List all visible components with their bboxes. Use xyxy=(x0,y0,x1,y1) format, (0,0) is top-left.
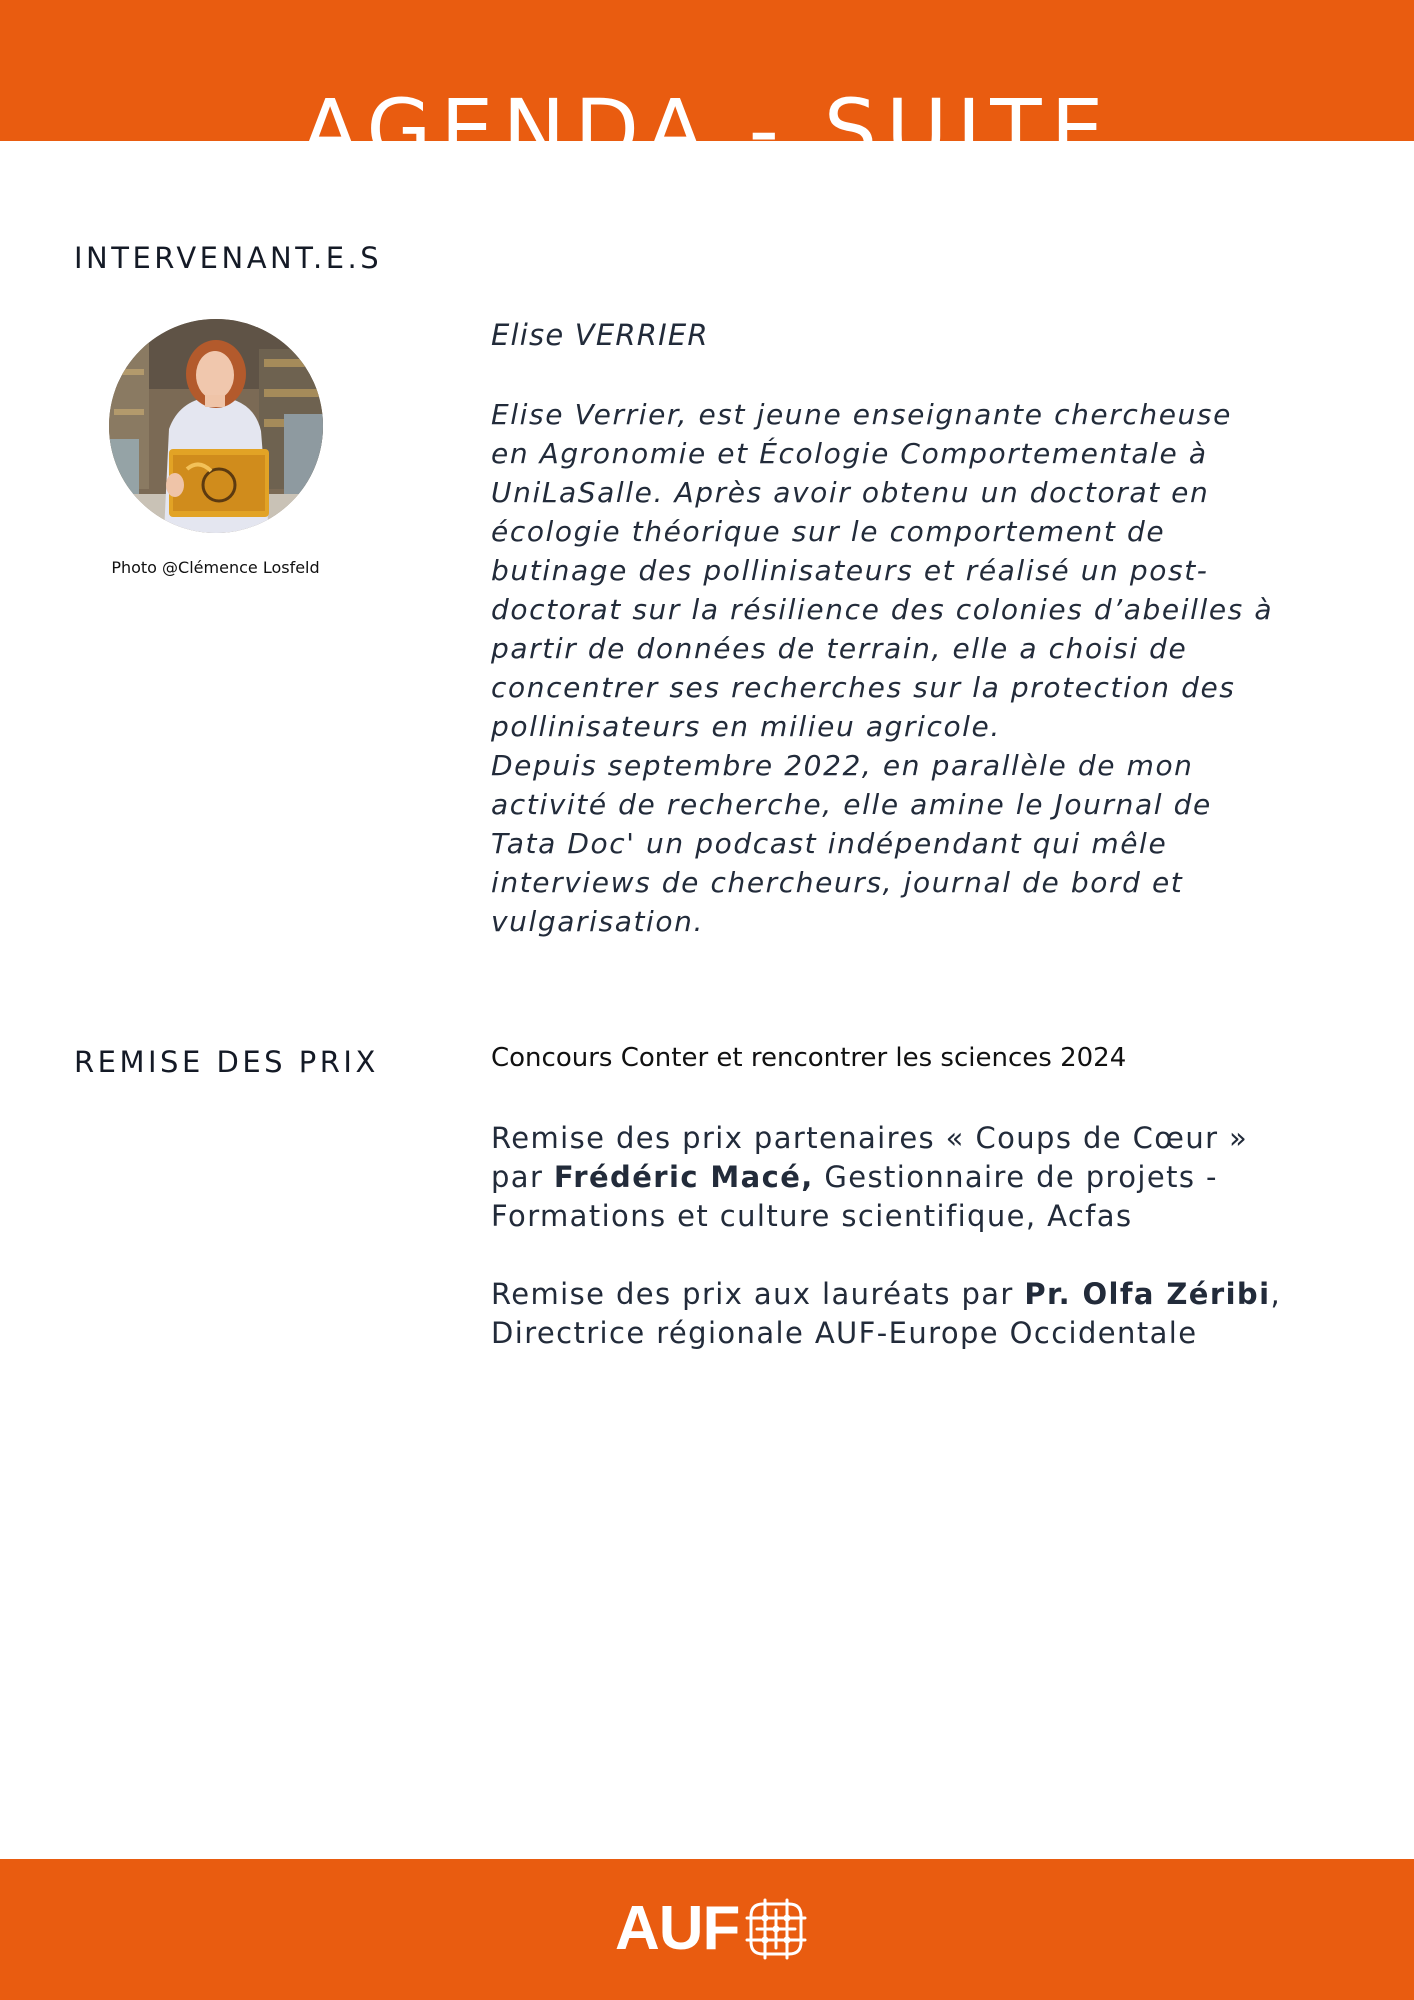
speaker-bio: Elise Verrier, est jeune enseignante chercheuse en Agronomie et Écologie Comportementale à UniLaSalle. Après avoir obtenu un doctorat en écologie théorique sur le comportement de butinage des pollinisateurs et réalisé un post- doctorat sur la résilience des colonies d’abeilles à partir de données de terrain, elle a choisi de concentrer ses recherches sur la protection des pollinisateurs en milieu agricole. Depuis septembre 2022, en parallèle de mon activité de recherche, elle amine le Journal de Tata Doc' un podcast indépendant qui mêle interviews de chercheurs, journal de bord et vulgarisation. xyxy=(491,398,1274,938)
presenter-name-1: Frédéric Macé, xyxy=(553,1160,814,1194)
contest-name: Concours Conter et rencontrer les sciences 2024 xyxy=(491,1043,1127,1073)
prize-laureates-paragraph xyxy=(491,1275,1341,1353)
presenter-role-1b: Formations et culture scientifique, Acfas xyxy=(491,1199,1133,1233)
prize-partners-paragraph xyxy=(491,1119,1341,1236)
prize-partners-line1: Remise des prix partenaires « Coups de Cœur » xyxy=(491,1121,1249,1155)
prize-partners-by: par xyxy=(491,1160,554,1194)
page-title: AGENDA - SUITE xyxy=(301,81,1113,180)
auf-logo xyxy=(615,1894,809,1964)
prize-laureates-intro: Remise des prix aux lauréats par xyxy=(491,1277,1025,1311)
section-label-prizes: REMISE DES PRIX xyxy=(74,1045,379,1079)
speaker-photo xyxy=(109,319,323,533)
section-label-speakers: INTERVENANT.E.S xyxy=(74,241,383,275)
presenter-role-2: Directrice régionale AUF-Europe Occidentale xyxy=(491,1316,1198,1350)
presenter-comma: , xyxy=(1270,1277,1282,1311)
auf-logo-text: AUF xyxy=(615,1894,740,1963)
auf-network-icon xyxy=(743,1896,809,1962)
presenter-role-1a: Gestionnaire de projets - xyxy=(813,1160,1218,1194)
presenter-name-2: Pr. Olfa Zéribi xyxy=(1024,1277,1271,1311)
speaker-photo-illustration xyxy=(109,319,323,533)
photo-credit: Photo @Clémence Losfeld xyxy=(111,558,320,577)
speaker-name: Elise VERRIER xyxy=(491,318,709,352)
header-banner xyxy=(0,0,1414,180)
